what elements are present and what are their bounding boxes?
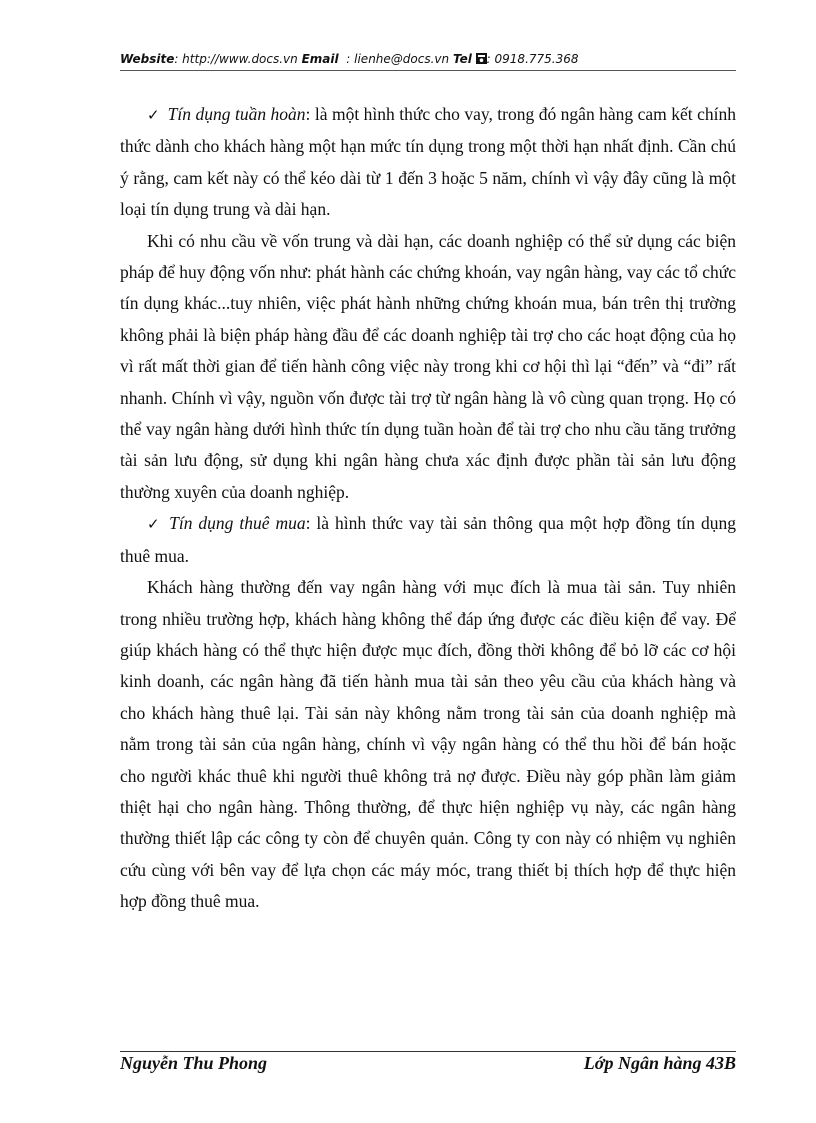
term-lease-credit: Tín dụng thuê mua: [169, 513, 306, 534]
footer-divider: [120, 1051, 736, 1052]
paragraph-revolving-credit: [120, 99, 736, 226]
page-header: [120, 52, 736, 66]
paragraph-text: : là hình thức vay tài sản thông qua một hợp đồng tín dụng thuê mua.: [120, 513, 736, 566]
email-label: Email: [301, 52, 339, 66]
phone-icon: [476, 52, 487, 66]
document-body: [120, 99, 736, 918]
header-divider: [120, 70, 736, 71]
paragraph-text: : là một hình thức cho vay, trong đó ngân hàng cam kết chính thức dành cho khách hàng một hạn mức tín dụng trong một thời hạn nhất định. Cần chú ý rằng, cam kết này có thể kéo dài từ 1 đến 3 hoặc 5 năm, chính vì vậy đây cũng là một loại tín dụng trung và dài hạn.: [120, 104, 736, 220]
term-revolving-credit: Tín dụng tuần hoàn: [167, 104, 306, 124]
footer-class: Lớp Ngân hàng 43B: [583, 1053, 736, 1073]
tel-label: Tel: [452, 52, 472, 66]
checkmark-icon: ✓: [147, 106, 160, 124]
page-footer: [120, 1053, 736, 1079]
website-url: : http://www.docs.vn: [174, 52, 298, 66]
paragraph-medium-long-term-capital: Khi có nhu cầu về vốn trung và dài hạn, các doanh nghiệp có thể sử dụng các biện pháp để huy động vốn như: phát hành các chứng khoán, vay ngân hàng, vay các tổ chức tín dụng khác...tuy nhiên, việc phát hành những chứng khoán mua, bán trên thị trường không phải là biện pháp hàng đầu để các doanh nghiệp tài trợ cho các hoạt động của họ vì rất mất thời gian để tiến hành công việc này trong khi cơ hội thì lại “đến” và “đi” rất nhanh. Chính vì vậy, nguồn vốn được tài trợ từ ngân hàng là vô cùng quan trọng. Họ có thể vay ngân hàng dưới hình thức tín dụng tuần hoàn để tài trợ cho nhu cầu tăng trưởng tài sản lưu động, sử dụng khi ngân hàng chưa xác định được phần tài sản lưu động thường xuyên của doanh nghiệp.: [120, 230, 736, 502]
email-value: : lienhe@docs.vn: [346, 52, 450, 66]
tel-value: : 0918.775.368: [486, 52, 579, 66]
paragraph-lease-credit: [120, 508, 736, 572]
paragraph-lease-explanation: Khách hàng thường đến vay ngân hàng với mục đích là mua tài sản. Tuy nhiên trong nhiều trường hợp, khách hàng không thể đáp ứng được các điều kiện để vay. Để giúp khách hàng có thể thực hiện được mục đích, đồng thời không để bỏ lỡ các cơ hội kinh doanh, các ngân hàng đã tiến hành mua tài sản theo yêu cầu của khách hàng và cho khách hàng thuê lại. Tài sản này không nằm trong tài sản của doanh nghiệp mà nằm trong tài sản của ngân hàng, chính vì vậy ngân hàng có thể thu hồi để bán hoặc cho người khác thuê khi người thuê không trả nợ được. Điều này góp phần làm giảm thiệt hại cho ngân hàng. Thông thường, để thực hiện nghiệp vụ này, các ngân hàng thường thiết lập các công ty còn để chuyên quản. Công ty con này có nhiệm vụ nghiên cứu cùng với bên vay để lựa chọn các máy móc, trang thiết bị thích hợp để thực hiện hợp đồng thuê mua.: [120, 577, 736, 912]
website-label: Website: [120, 52, 175, 66]
checkmark-icon: ✓: [147, 515, 162, 534]
footer-author: Nguyễn Thu Phong: [120, 1053, 268, 1073]
